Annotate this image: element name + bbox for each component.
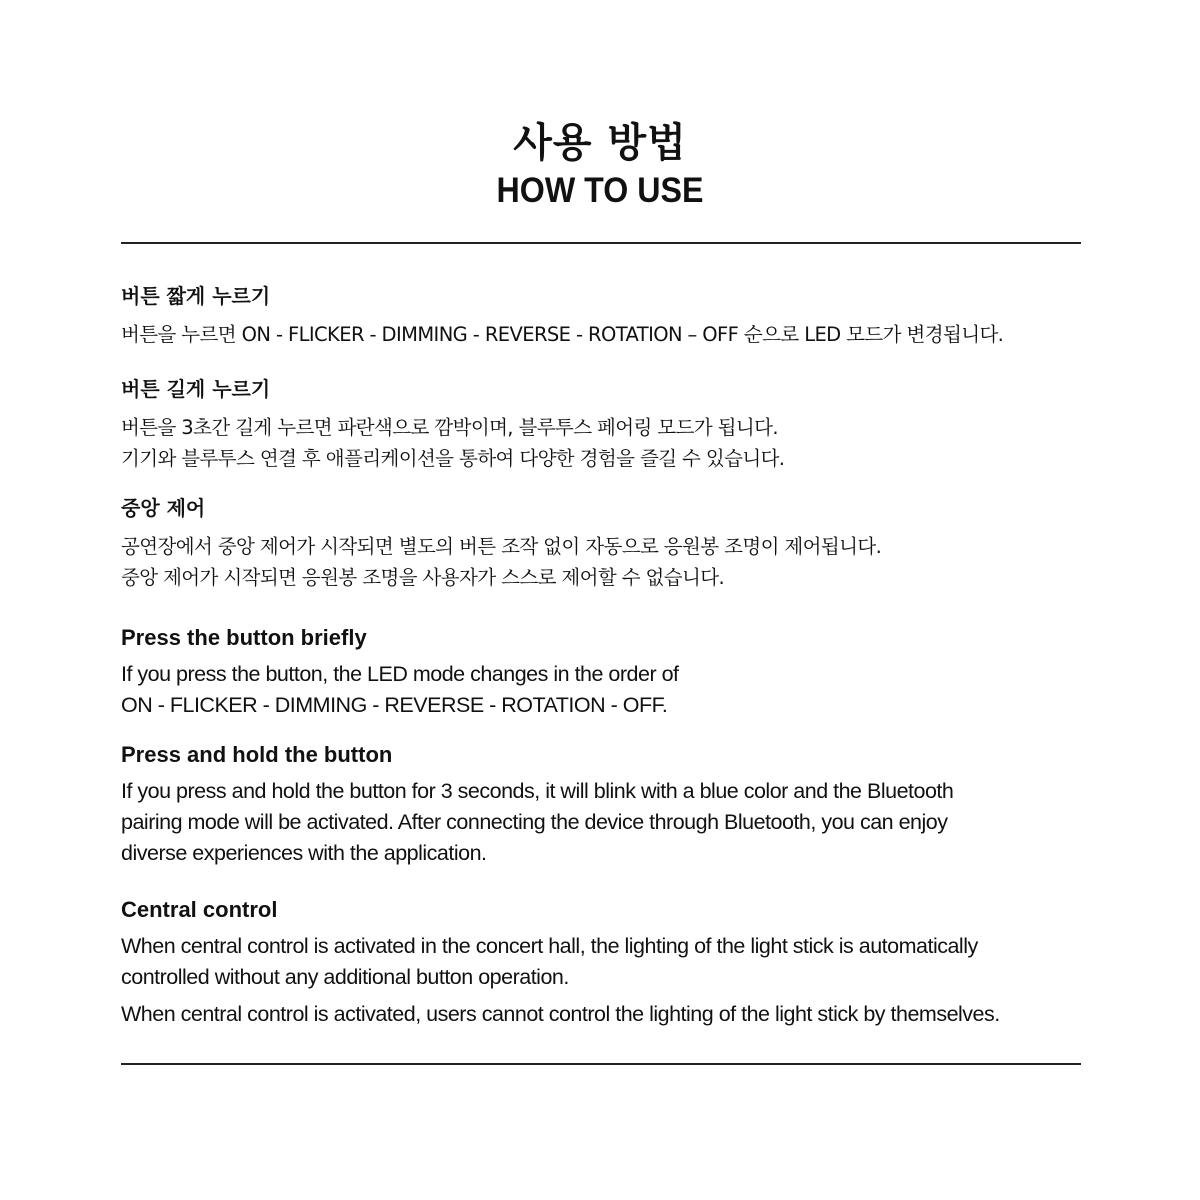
section-ko-short-press <box>121 282 1091 350</box>
section-text-line: When central control is activated in the concert hall, the lighting of the light stick is automatically <box>121 934 978 958</box>
section-text-line: 버튼을 누르면 ON - FLICKER - DIMMING - REVERSE - ROTATION – OFF 순으로 LED 모드가 변경됩니다. <box>121 323 1004 346</box>
section-text-line: 버튼을 3초간 길게 누르면 파란색으로 깜박이며, 블루투스 페어링 모드가 됩니다. <box>121 416 778 439</box>
section-heading: Press the button briefly <box>121 625 367 650</box>
section-heading: 버튼 짧게 누르기 <box>121 284 271 308</box>
top-divider <box>121 242 1081 244</box>
section-text-line: 중앙 제어가 시작되면 응원봉 조명을 사용자가 스스로 제어할 수 없습니다. <box>121 566 725 589</box>
section-text-line: pairing mode will be activated. After connecting the device through Bluetooth, you can enjoy <box>121 810 948 834</box>
page-title-korean: 사용 방법 <box>513 120 687 166</box>
section-heading: 중앙 제어 <box>121 496 206 520</box>
section-text-line: If you press the button, the LED mode changes in the order of <box>121 662 679 686</box>
section-ko-central-control <box>121 494 1091 593</box>
section-en-short-press <box>121 623 1091 721</box>
section-text-line: ON - FLICKER - DIMMING - REVERSE - ROTATION - OFF. <box>121 693 668 717</box>
page-title-english: HOW TO USE <box>496 171 704 210</box>
section-text-line: controlled without any additional button operation. <box>121 965 569 989</box>
section-text-line: When central control is activated, users cannot control the lighting of the light stick by themselves. <box>121 1002 1000 1026</box>
section-en-long-press <box>121 740 1091 869</box>
section-heading: 버튼 길게 누르기 <box>121 377 271 401</box>
bottom-divider <box>121 1063 1081 1065</box>
section-heading: Press and hold the button <box>121 742 393 767</box>
section-ko-long-press <box>121 375 1091 474</box>
section-text-line: If you press and hold the button for 3 seconds, it will blink with a blue color and the Bluetooth <box>121 779 954 803</box>
section-heading: Central control <box>121 897 278 922</box>
section-text-line: diverse experiences with the application. <box>121 841 487 865</box>
section-en-central-control <box>121 895 1091 1030</box>
section-text-line: 공연장에서 중앙 제어가 시작되면 별도의 버튼 조작 없이 자동으로 응원봉 조명이 제어됩니다. <box>121 535 882 558</box>
section-text-line: 기기와 블루투스 연결 후 애플리케이션을 통하여 다양한 경험을 즐길 수 있습니다. <box>121 447 785 470</box>
